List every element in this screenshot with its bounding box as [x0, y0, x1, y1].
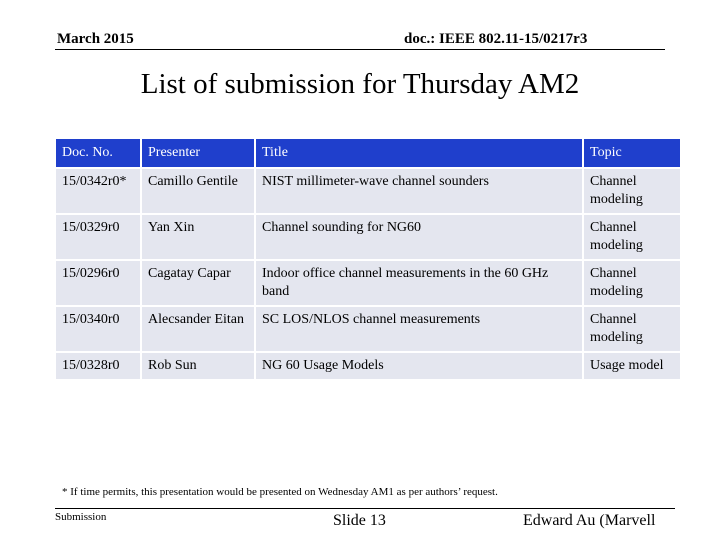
cell-title: NIST millimeter-wave channel sounders [256, 169, 582, 213]
table-row [56, 169, 680, 213]
slide-title: List of submission for Thursday AM2 [140, 68, 580, 100]
table-row [56, 307, 680, 351]
table-row [56, 261, 680, 305]
cell-topic: Channel modeling [584, 307, 680, 351]
cell-doc-no: 15/0342r0* [56, 169, 140, 213]
col-header-topic: Topic [584, 139, 680, 167]
cell-presenter: Alecsander Eitan [142, 307, 254, 351]
footer-author: Edward Au (Marvell [523, 512, 656, 529]
cell-presenter: Camillo Gentile [142, 169, 254, 213]
header-date: March 2015 [57, 31, 134, 47]
col-header-doc-no: Doc. No. [56, 139, 140, 167]
col-header-presenter: Presenter [142, 139, 254, 167]
cell-title: Indoor office channel measurements in the 60 GHz band [256, 261, 582, 305]
footer-rule [55, 508, 675, 509]
slide-number: Slide 13 [333, 512, 386, 529]
footnote: * If time permits, this presentation would be presented on Wednesday AM1 as per authors’ request. [62, 486, 498, 498]
header-rule [55, 49, 665, 50]
cell-title: Channel sounding for NG60 [256, 215, 582, 259]
col-header-title: Title [256, 139, 582, 167]
cell-doc-no: 15/0329r0 [56, 215, 140, 259]
cell-topic: Channel modeling [584, 215, 680, 259]
header-doc-id: doc.: IEEE 802.11-15/0217r3 [404, 31, 588, 47]
table-row [56, 353, 680, 379]
cell-doc-no: 15/0328r0 [56, 353, 140, 379]
submission-table [54, 137, 682, 381]
cell-presenter: Yan Xin [142, 215, 254, 259]
cell-topic: Channel modeling [584, 169, 680, 213]
cell-presenter: Cagatay Capar [142, 261, 254, 305]
footer-submission-label: Submission [55, 511, 107, 523]
cell-presenter: Rob Sun [142, 353, 254, 379]
cell-doc-no: 15/0296r0 [56, 261, 140, 305]
cell-title: NG 60 Usage Models [256, 353, 582, 379]
cell-doc-no: 15/0340r0 [56, 307, 140, 351]
cell-title: SC LOS/NLOS channel measurements [256, 307, 582, 351]
table-row [56, 215, 680, 259]
table-header-row [56, 139, 680, 167]
cell-topic: Channel modeling [584, 261, 680, 305]
cell-topic: Usage model [584, 353, 680, 379]
